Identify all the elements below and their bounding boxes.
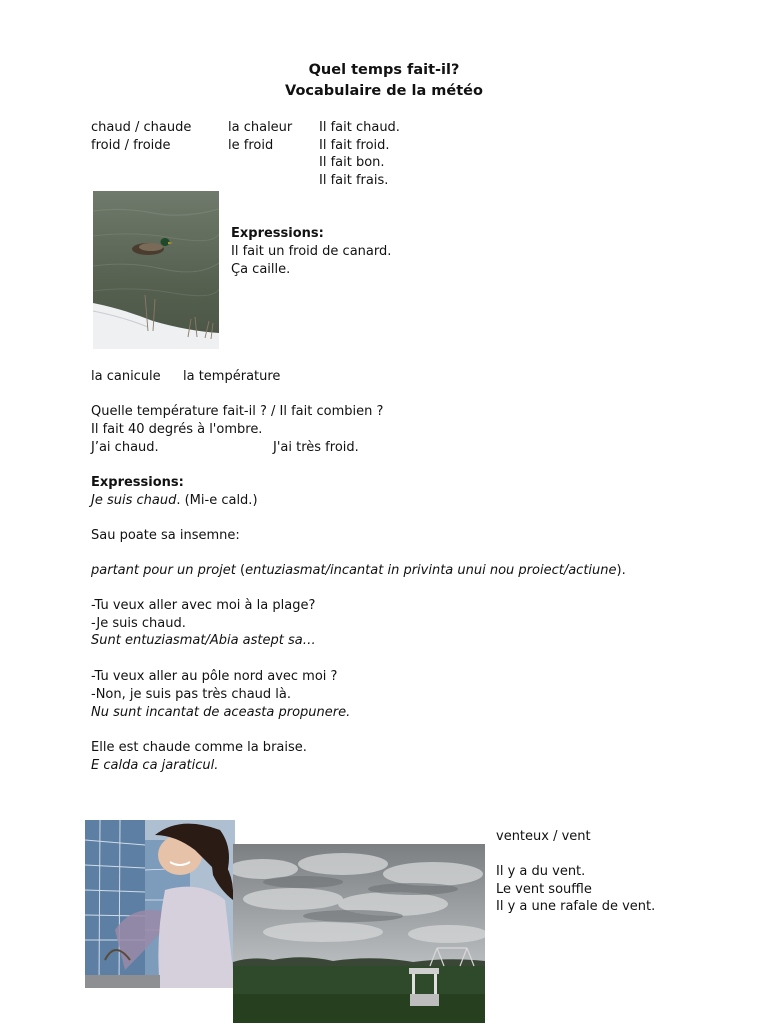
vocab-phrase-cold: Il fait froid.	[319, 138, 390, 153]
braise-french: Elle est chaude comme la braise.	[91, 740, 307, 755]
vocab-phrase-hot: Il fait chaud.	[319, 120, 400, 135]
page-title: Quel temps fait-il?	[308, 62, 460, 78]
dialog2-answer: -Non, je suis pas très chaud là.	[91, 687, 292, 702]
expressions-heading-2: Expressions:	[91, 475, 184, 490]
phrase-jai-tres-froid: J'ai très froid.	[273, 440, 359, 455]
expression-froid-de-canard: Il fait un froid de canard.	[231, 244, 392, 259]
partant-close-paren: ).	[616, 563, 626, 578]
dialog2-question: -Tu veux aller au pôle nord avec moi ?	[91, 669, 338, 684]
vocab-noun-heat: la chaleur	[228, 120, 293, 135]
word-temperature: la température	[183, 369, 281, 384]
partant-open-paren: (	[235, 563, 246, 578]
page-subtitle: Vocabulaire de la météo	[285, 83, 483, 99]
partant-translation: entuziasmat/incantat in privinta unui nou proiect/actiune	[245, 563, 617, 578]
duck-photo	[93, 191, 219, 349]
dialog2-translation: Nu sunt incantat de aceasta propunere.	[91, 705, 351, 720]
wind-phrase-1: Il y a du vent.	[496, 864, 586, 879]
windy-woman-photo	[85, 820, 235, 988]
dialog1-question: -Tu veux aller avec moi à la plage?	[91, 598, 316, 613]
wind-phrase-3: Il y a une rafale de vent.	[496, 899, 656, 914]
sau-poate-line: Sau poate sa insemne:	[91, 528, 240, 543]
cloudy-field-photo	[233, 844, 485, 1023]
question-temperature: Quelle température fait-il ? / Il fait combien ?	[91, 404, 384, 419]
vocab-phrase-nice: Il fait bon.	[319, 155, 385, 170]
vocab-phrase-cool: Il fait frais.	[319, 173, 389, 188]
dialog1-translation: Sunt entuziasmat/Abia astept sa…	[91, 633, 316, 648]
expression-je-suis-chaud-translation: . (Mi-e cald.)	[176, 493, 258, 508]
phrase-jai-chaud: J’ai chaud.	[91, 440, 159, 455]
wind-phrase-2: Le vent souffle	[496, 882, 592, 897]
vocab-adjective-cold: froid / froide	[91, 138, 171, 153]
expression-je-suis-chaud-italic: Je suis chaud	[91, 493, 177, 508]
partant-line	[91, 562, 626, 580]
dialog1-answer: -Je suis chaud.	[91, 616, 186, 631]
wind-heading: venteux / vent	[496, 829, 591, 844]
word-canicule: la canicule	[91, 369, 161, 384]
vocab-adjective-hot: chaud / chaude	[91, 120, 192, 135]
partant-italic: partant pour un projet	[91, 563, 236, 578]
answer-40-degrees: Il fait 40 degrés à l'ombre.	[91, 422, 263, 437]
expression-ca-caille: Ça caille.	[231, 262, 291, 277]
expression-je-suis-chaud	[91, 492, 258, 510]
braise-translation: E calda ca jaraticul.	[91, 758, 219, 773]
expressions-heading-1: Expressions:	[231, 226, 324, 241]
vocab-noun-cold: le froid	[228, 138, 274, 153]
